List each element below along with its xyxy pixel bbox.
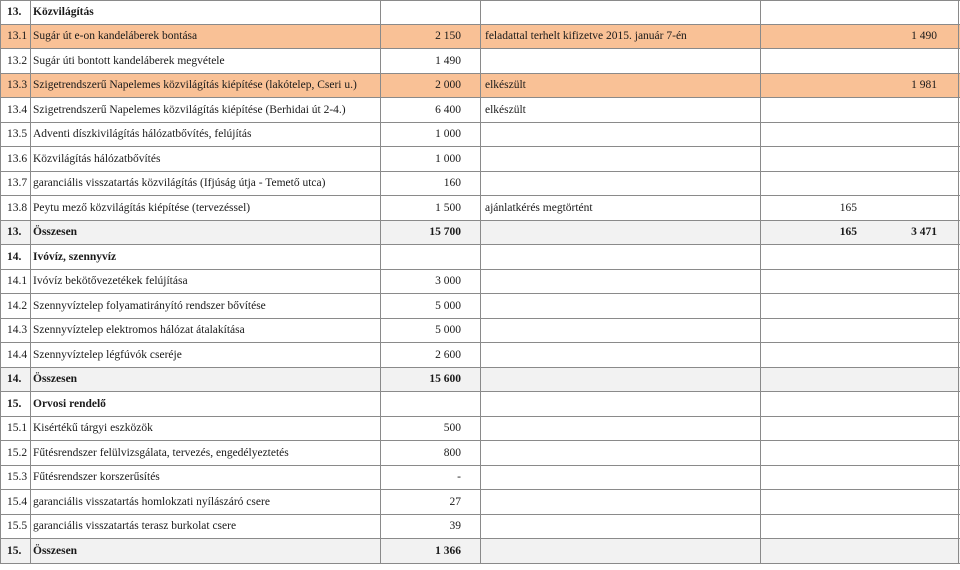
amount-cell: - <box>457 471 461 484</box>
amount-cell: 2 150 <box>435 30 461 43</box>
column-divider <box>480 490 481 514</box>
item-name-cell: Ivóvíz bekötővezetékek felújítása <box>33 275 188 288</box>
amount-cell <box>380 392 461 416</box>
subtotal-row <box>0 221 960 246</box>
table-row <box>0 98 960 123</box>
item-name-cell: Szigetrendszerű Napelemes közvilágítás kiépítése (Berhidai út 2-4.) <box>33 103 346 116</box>
row-number-cell: 13.4 <box>7 103 28 116</box>
column-divider <box>480 123 481 147</box>
item-name-cell: Sugár út e-on kandeláberek bontása <box>33 30 198 43</box>
table-row <box>0 25 960 50</box>
column-divider <box>0 466 1 490</box>
column-divider <box>958 368 959 392</box>
item-name-cell: garanciális visszatartás terasz burkolat csere <box>33 520 237 533</box>
value-cell-1 <box>760 441 857 465</box>
column-divider <box>0 221 1 245</box>
status-note-cell: elkészült <box>485 103 526 116</box>
value-cell-2 <box>860 417 937 441</box>
column-divider <box>958 539 959 563</box>
row-number-cell: 15.2 <box>7 446 28 459</box>
column-divider <box>480 98 481 122</box>
column-divider <box>958 74 959 98</box>
column-divider <box>958 123 959 147</box>
table-row <box>0 466 960 491</box>
row-number-cell: 14.4 <box>7 348 28 361</box>
column-divider <box>480 245 481 269</box>
row-number-cell: 14. <box>7 373 22 386</box>
column-divider <box>958 417 959 441</box>
item-name-cell: Szennyvíztelep folyamatirányító rendszer bővítése <box>33 299 266 312</box>
column-divider <box>480 270 481 294</box>
column-divider <box>0 490 1 514</box>
value-cell-1 <box>760 245 857 269</box>
amount-cell: 6 400 <box>435 103 461 116</box>
item-name-cell: Összesen <box>33 544 78 557</box>
column-divider <box>480 417 481 441</box>
item-name-cell: garanciális visszatartás homlokzati nyílászáró csere <box>33 495 270 508</box>
table-row <box>0 74 960 99</box>
column-divider <box>480 319 481 343</box>
value-cell-2 <box>860 466 937 490</box>
amount-cell: 15 600 <box>429 373 461 386</box>
value-cell-2 <box>860 441 937 465</box>
column-divider <box>958 1 959 24</box>
item-name-cell: Adventi díszkivilágítás hálózatbővítés, felújítás <box>33 128 252 141</box>
row-number-cell: 13. <box>7 6 22 19</box>
column-divider <box>958 490 959 514</box>
column-divider <box>480 172 481 196</box>
table-row <box>0 49 960 74</box>
value-cell-1 <box>760 539 857 563</box>
column-divider <box>480 466 481 490</box>
column-divider <box>0 294 1 318</box>
item-name-cell: Fűtésrendszer korszerűsítés <box>33 471 160 484</box>
amount-cell: 27 <box>449 495 461 508</box>
row-number-cell: 13.8 <box>7 201 28 214</box>
table-row <box>0 343 960 368</box>
table-row <box>0 490 960 515</box>
amount-cell: 800 <box>443 446 461 459</box>
column-divider <box>0 98 1 122</box>
column-divider <box>480 294 481 318</box>
amount-cell: 39 <box>449 520 461 533</box>
amount-cell: 15 700 <box>429 226 461 239</box>
amount-cell: 1 000 <box>435 128 461 141</box>
row-number-cell: 13. <box>7 226 22 239</box>
column-divider <box>0 417 1 441</box>
column-divider <box>0 74 1 98</box>
row-number-cell: 15.1 <box>7 422 28 435</box>
section-header-row <box>0 245 960 270</box>
value-cell-2 <box>860 245 937 269</box>
value-cell-2 <box>860 49 937 73</box>
amount-cell: 2 600 <box>435 348 461 361</box>
value-cell-1 <box>760 49 857 73</box>
item-name-cell: Szennyvíztelep elektromos hálózat átalakítása <box>33 324 245 337</box>
amount-cell: 1 000 <box>435 152 461 165</box>
value-cell-1 <box>760 319 857 343</box>
value-cell-1 <box>760 270 857 294</box>
column-divider <box>480 515 481 539</box>
row-number-cell: 15.5 <box>7 520 28 533</box>
value-cell-1 <box>760 1 857 24</box>
value-cell-1 <box>760 294 857 318</box>
column-divider <box>958 49 959 73</box>
row-number-cell: 13.5 <box>7 128 28 141</box>
amount-cell: 1 490 <box>435 54 461 67</box>
row-number-cell: 13.7 <box>7 177 28 190</box>
section-header-row <box>0 0 960 25</box>
item-name-cell: Fűtésrendszer felülvizsgálata, tervezés, engedélyeztetés <box>33 446 289 459</box>
column-divider <box>958 466 959 490</box>
value-cell-1 <box>760 490 857 514</box>
column-divider <box>480 74 481 98</box>
value-cell-2 <box>860 172 937 196</box>
column-divider <box>0 392 1 416</box>
column-divider <box>958 172 959 196</box>
amount-cell: 1 500 <box>435 201 461 214</box>
value-cell-1: 165 <box>839 226 857 239</box>
row-number-cell: 13.3 <box>7 79 28 92</box>
table-row <box>0 123 960 148</box>
column-divider <box>480 49 481 73</box>
amount-cell <box>380 245 461 269</box>
amount-cell: 500 <box>443 422 461 435</box>
column-divider <box>958 25 959 49</box>
column-divider <box>0 123 1 147</box>
value-cell-2 <box>860 343 937 367</box>
column-divider <box>0 49 1 73</box>
item-name-cell: Kisértékű tárgyi eszközök <box>33 422 153 435</box>
column-divider <box>958 147 959 171</box>
row-number-cell: 14.1 <box>7 275 28 288</box>
value-cell-2 <box>860 319 937 343</box>
row-number-cell: 14. <box>7 250 22 263</box>
amount-cell: 160 <box>443 177 461 190</box>
value-cell-2 <box>860 123 937 147</box>
column-divider <box>480 343 481 367</box>
row-number-cell: 14.2 <box>7 299 28 312</box>
item-name-cell: Szennyvíztelep légfúvók cseréje <box>33 348 182 361</box>
column-divider <box>958 98 959 122</box>
item-name-cell: Sugár úti bontott kandeláberek megvétele <box>33 54 225 67</box>
value-cell-1 <box>760 25 857 49</box>
column-divider <box>958 196 959 220</box>
value-cell-2 <box>860 98 937 122</box>
value-cell-2 <box>860 539 937 563</box>
row-number-cell: 15.3 <box>7 471 28 484</box>
column-divider <box>0 245 1 269</box>
status-note-cell: feladattal terhelt kifizetve 2015. január 7-én <box>485 30 687 43</box>
section-header-row <box>0 392 960 417</box>
amount-cell: 2 000 <box>435 79 461 92</box>
column-divider <box>480 25 481 49</box>
value-cell-2 <box>860 294 937 318</box>
column-divider <box>480 441 481 465</box>
column-divider <box>480 392 481 416</box>
amount-cell: 3 000 <box>435 275 461 288</box>
value-cell-2: 1 981 <box>911 79 937 92</box>
column-divider <box>0 441 1 465</box>
value-cell-1: 165 <box>839 201 857 214</box>
column-divider <box>0 1 1 24</box>
item-name-cell: Peytu mező közvilágítás kiépítése (tervezéssel) <box>33 201 251 214</box>
value-cell-2 <box>860 1 937 24</box>
item-name-cell: garanciális visszatartás közvilágítás (Ifjúság útja - Temető utca) <box>33 177 326 190</box>
item-name-cell: Orvosi rendelő <box>33 397 106 410</box>
column-divider <box>480 1 481 24</box>
row-number-cell: 13.6 <box>7 152 28 165</box>
row-number-cell: 14.3 <box>7 324 28 337</box>
table-row <box>0 270 960 295</box>
column-divider <box>958 343 959 367</box>
column-divider <box>0 368 1 392</box>
status-note-cell: ajánlatkérés megtörtént <box>485 201 593 214</box>
value-cell-1 <box>760 123 857 147</box>
column-divider <box>958 294 959 318</box>
column-divider <box>958 270 959 294</box>
column-divider <box>0 196 1 220</box>
column-divider <box>0 515 1 539</box>
value-cell-1 <box>760 172 857 196</box>
column-divider <box>0 147 1 171</box>
subtotal-row <box>0 368 960 393</box>
column-divider <box>958 392 959 416</box>
item-name-cell: Összesen <box>33 226 78 239</box>
column-divider <box>0 343 1 367</box>
column-divider <box>958 441 959 465</box>
table-row <box>0 147 960 172</box>
item-name-cell: Közvilágítás hálózatbővítés <box>33 152 161 165</box>
column-divider <box>958 221 959 245</box>
value-cell-2 <box>860 490 937 514</box>
value-cell-1 <box>760 466 857 490</box>
table-row <box>0 441 960 466</box>
item-name-cell: Szigetrendszerű Napelemes közvilágítás kiépítése (lakótelep, Cseri u.) <box>33 79 357 92</box>
subtotal-row <box>0 539 960 564</box>
value-cell-2 <box>860 392 937 416</box>
value-cell-1 <box>760 417 857 441</box>
table-row <box>0 417 960 442</box>
column-divider <box>480 196 481 220</box>
value-cell-1 <box>760 147 857 171</box>
table-row <box>0 172 960 197</box>
amount-cell <box>380 1 461 24</box>
item-name-cell: Ivóvíz, szennyvíz <box>33 250 117 263</box>
column-divider <box>0 270 1 294</box>
column-divider <box>480 539 481 563</box>
column-divider <box>958 319 959 343</box>
row-number-cell: 15. <box>7 397 22 410</box>
value-cell-1 <box>760 343 857 367</box>
table-row <box>0 294 960 319</box>
column-divider <box>0 172 1 196</box>
status-note-cell: elkészült <box>485 79 526 92</box>
value-cell-2 <box>860 196 937 220</box>
value-cell-2 <box>860 147 937 171</box>
value-cell-1 <box>760 74 857 98</box>
column-divider <box>0 25 1 49</box>
column-divider <box>480 221 481 245</box>
item-name-cell: Közvilágítás <box>33 6 94 19</box>
value-cell-2 <box>860 368 937 392</box>
value-cell-2 <box>860 515 937 539</box>
column-divider <box>480 147 481 171</box>
row-number-cell: 13.2 <box>7 54 28 67</box>
row-number-cell: 13.1 <box>7 30 28 43</box>
value-cell-1 <box>760 98 857 122</box>
amount-cell: 5 000 <box>435 324 461 337</box>
item-name-cell: Összesen <box>33 373 78 386</box>
column-divider <box>480 368 481 392</box>
amount-cell: 5 000 <box>435 299 461 312</box>
amount-cell: 1 366 <box>435 544 461 557</box>
table-row <box>0 196 960 221</box>
value-cell-2 <box>860 270 937 294</box>
row-number-cell: 15.4 <box>7 495 28 508</box>
value-cell-1 <box>760 392 857 416</box>
column-divider <box>958 515 959 539</box>
table-row <box>0 319 960 344</box>
value-cell-2: 3 471 <box>911 226 937 239</box>
column-divider <box>958 245 959 269</box>
row-number-cell: 15. <box>7 544 22 557</box>
value-cell-1 <box>760 515 857 539</box>
value-cell-1 <box>760 368 857 392</box>
column-divider <box>0 539 1 563</box>
value-cell-2: 1 490 <box>911 30 937 43</box>
column-divider <box>0 319 1 343</box>
table-row <box>0 515 960 540</box>
